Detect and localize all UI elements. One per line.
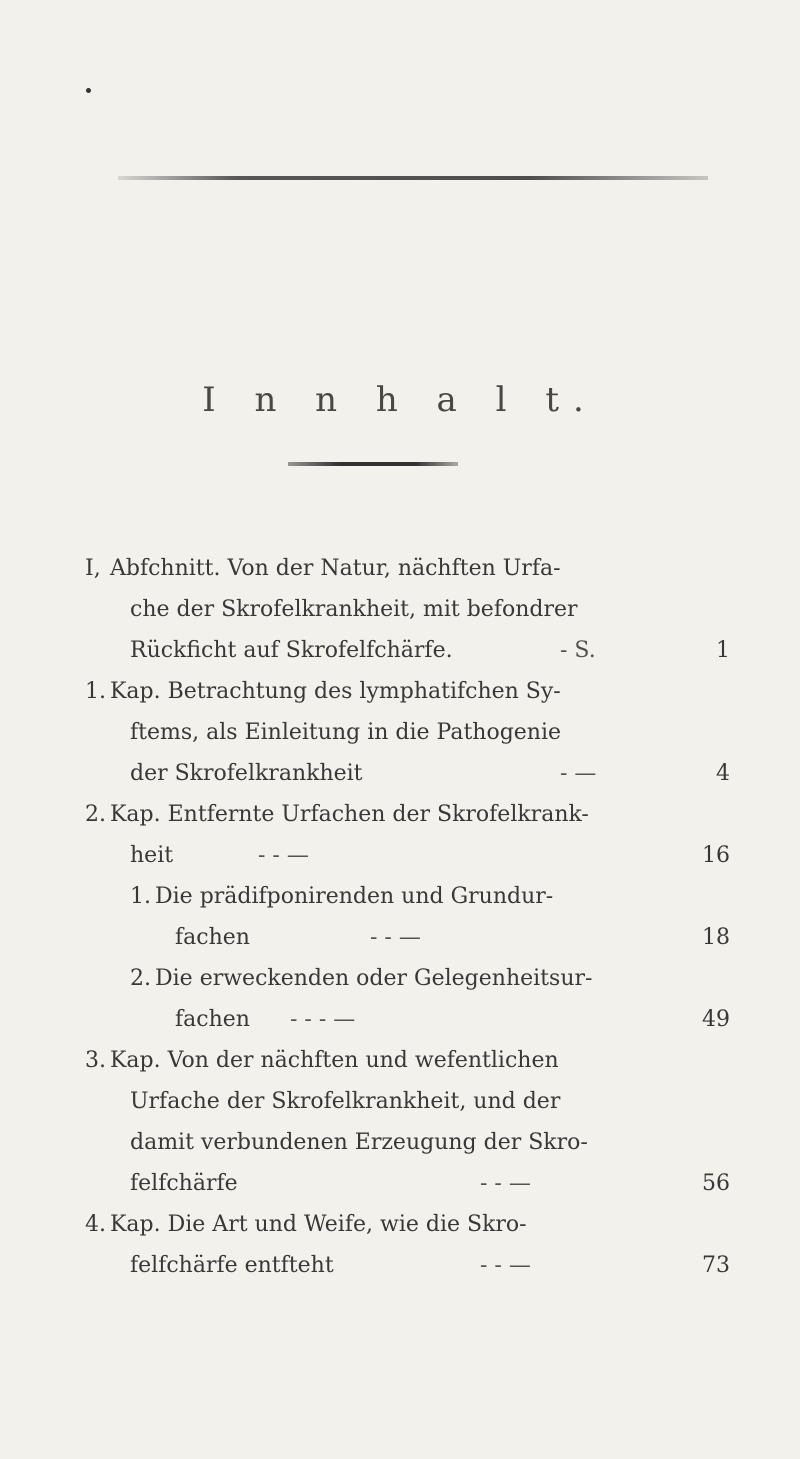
entry-leader: - - — <box>480 1171 531 1196</box>
toc-entry <box>0 1204 800 1286</box>
entry-text: felfchärfe entfteht <box>130 1253 334 1278</box>
entry-text: ftems, als Einleitung in die Pathogenie <box>130 720 562 745</box>
entry-leader: - - — <box>480 1253 531 1278</box>
entry-page-number: 73 <box>702 1253 730 1278</box>
entry-page-number: 4 <box>716 761 730 786</box>
entry-text: Kap. Von der nächften und wefentlichen <box>110 1048 559 1073</box>
entry-text: Die erweckenden oder Gelegenheitsur- <box>155 966 593 991</box>
entry-page-number: 18 <box>702 925 730 950</box>
entry-text: Kap. Entfernte Urfachen der Skrofelkrank- <box>110 802 589 827</box>
entry-text: der Skrofelkrankheit <box>130 761 363 786</box>
entry-text: heit <box>130 843 174 868</box>
toc-entry <box>0 958 800 1040</box>
entry-text: Kap. Betrachtung des lymphatifchen Sy- <box>110 679 561 704</box>
toc-entry <box>0 1040 800 1204</box>
toc-entry <box>0 876 800 958</box>
entry-text: fachen <box>175 925 250 950</box>
entry-page-number: 56 <box>702 1171 730 1196</box>
table-of-contents <box>0 548 800 1286</box>
entry-text: Urfache der Skrofelkrankheit, und der <box>130 1089 561 1114</box>
entry-page-number: 1 <box>716 638 730 663</box>
title-rule <box>288 462 458 466</box>
entry-number: 2. <box>130 966 151 991</box>
entry-text: fachen <box>175 1007 250 1032</box>
top-rule <box>118 176 708 180</box>
entry-text: damit verbundenen Erzeugung der Skro- <box>130 1130 588 1155</box>
entry-leader: - - — <box>370 925 421 950</box>
entry-text: Rückficht auf Skrofelfchärfe. <box>130 638 453 663</box>
entry-leader: - — <box>560 761 597 786</box>
entry-text: Die prädifponirenden und Grundur- <box>155 884 554 909</box>
entry-number: 4. <box>85 1212 106 1237</box>
entry-page-number: 49 <box>702 1007 730 1032</box>
entry-text: Kap. Die Art und Weife, wie die Skro- <box>110 1212 527 1237</box>
entry-number: I, <box>85 556 101 581</box>
entry-leader: - - — <box>258 843 309 868</box>
entry-leader: - - - — <box>290 1007 356 1032</box>
entry-text: felfchärfe <box>130 1171 238 1196</box>
entry-page-number: 16 <box>702 843 730 868</box>
ink-speck <box>86 88 91 93</box>
page-title: I n n h a l t. <box>202 380 598 420</box>
toc-entry <box>0 794 800 876</box>
toc-entry <box>0 548 800 671</box>
entry-text: Abfchnitt. Von der Natur, nächften Urfa- <box>110 556 561 581</box>
entry-number: 1. <box>130 884 151 909</box>
entry-number: 3. <box>85 1048 106 1073</box>
entry-number: 1. <box>85 679 106 704</box>
entry-leader: - S. <box>560 638 596 663</box>
entry-text: che der Skrofelkrankheit, mit befondrer <box>130 597 578 622</box>
entry-number: 2. <box>85 802 106 827</box>
toc-entry <box>0 671 800 794</box>
